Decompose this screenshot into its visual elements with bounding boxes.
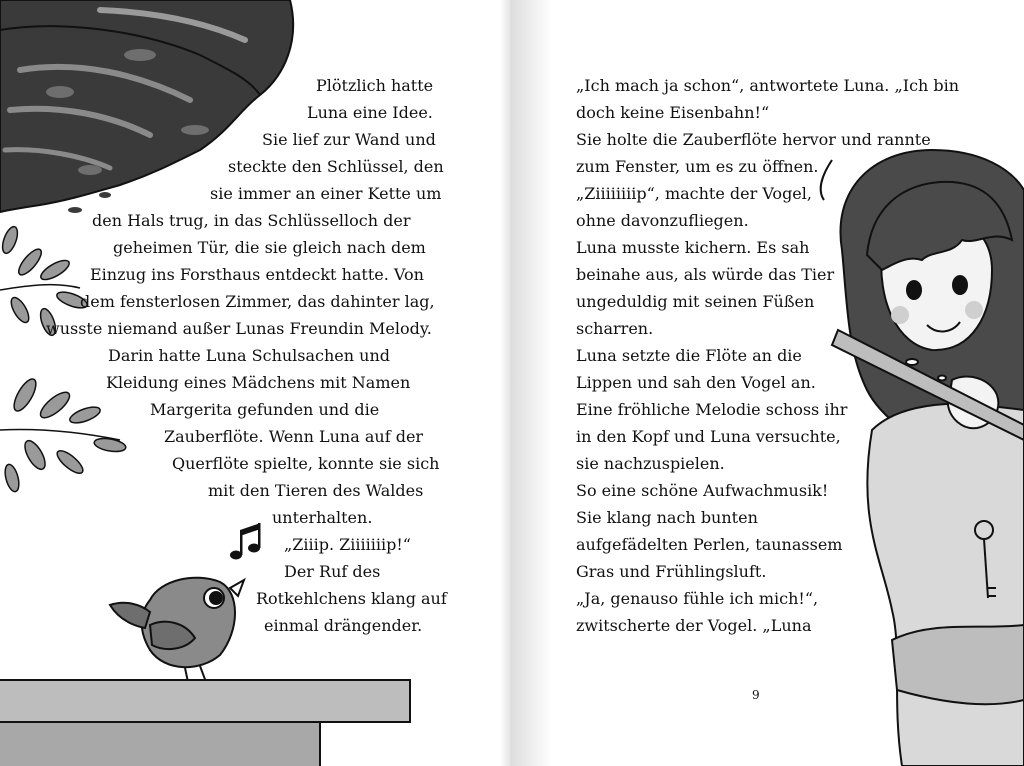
text-line: „Ja, genauso fühle ich mich!“,	[576, 589, 819, 608]
page-number: 9	[752, 688, 760, 702]
text-line: doch keine Eisenbahn!“	[576, 103, 770, 122]
text-line: zum Fenster, um es zu öffnen.	[576, 157, 819, 176]
text-line: ohne davonzufliegen.	[576, 211, 749, 230]
text-line: Eine fröhliche Melodie schoss ihr	[576, 400, 848, 419]
text-line: Plötzlich hatte	[316, 76, 434, 95]
text-line: Sie holte die Zauberflöte hervor und rannte	[576, 130, 931, 149]
text-line: Einzug ins Forsthaus entdeckt hatte. Von	[90, 265, 424, 284]
text-line: Zauberflöte. Wenn Luna auf der	[164, 427, 424, 446]
text-line: beinahe aus, als würde das Tier	[576, 265, 835, 284]
text-line: ungeduldig mit seinen Füßen	[576, 292, 815, 311]
text-line: „Ich mach ja schon“, antwortete Luna. „Ich bin	[576, 76, 960, 95]
text-line: in den Kopf und Luna versuchte,	[576, 427, 841, 446]
text-line: aufgefädelten Perlen, taunassem	[576, 535, 843, 554]
text-line: Darin hatte Luna Schulsachen und	[108, 346, 391, 365]
robin-bird	[110, 578, 244, 682]
text-line: den Hals trug, in das Schlüsselloch der	[92, 211, 411, 230]
text-line: sie immer an einer Kette um	[210, 184, 442, 203]
text-line: zwitscherte der Vogel. „Luna	[576, 616, 812, 635]
text-line: Luna setzte die Flöte an die	[576, 346, 802, 365]
text-line: sie nachzuspielen.	[576, 454, 725, 473]
text-line: Sie lief zur Wand und	[262, 130, 436, 149]
text-line: Rotkehlchens klang auf	[256, 589, 447, 608]
text-line: scharren.	[576, 319, 654, 338]
text-line: einmal drängender.	[264, 616, 423, 635]
text-line: Sie klang nach bunten	[576, 508, 758, 527]
text-line: unterhalten.	[272, 508, 373, 527]
text-line: Querflöte spielte, konnte sie sich	[172, 454, 440, 473]
stone-ledge	[0, 680, 410, 766]
text-line: Kleidung eines Mädchens mit Namen	[106, 373, 411, 392]
text-line: „Ziiiiiiiip“, machte der Vogel,	[576, 184, 812, 203]
right-page	[512, 0, 1024, 766]
text-line: Margerita gefunden und die	[150, 400, 380, 419]
text-line: So eine schöne Aufwachmusik!	[576, 481, 829, 500]
text-line: Lippen und sah den Vogel an.	[576, 373, 816, 392]
text-line: mit den Tieren des Waldes	[208, 481, 424, 500]
luna-girl	[821, 150, 1024, 766]
text-line: Luna musste kichern. Es sah	[576, 238, 810, 257]
text-line: „Ziiip. Ziiiiiiip!“	[284, 535, 411, 554]
tree-foliage	[0, 0, 293, 213]
text-line: dem fensterlosen Zimmer, das dahinter lag,	[80, 292, 435, 311]
text-line: steckte den Schlüssel, den	[228, 157, 444, 176]
leaf-branch-lower	[0, 376, 127, 493]
text-line: geheimen Tür, die sie gleich nach dem	[113, 238, 426, 257]
text-line: Der Ruf des	[284, 562, 381, 581]
text-line: Gras und Frühlingsluft.	[576, 562, 767, 581]
text-line: wusste niemand außer Lunas Freundin Melody.	[46, 319, 432, 338]
music-note-icon	[230, 523, 261, 560]
text-line: Luna eine Idee.	[307, 103, 433, 122]
